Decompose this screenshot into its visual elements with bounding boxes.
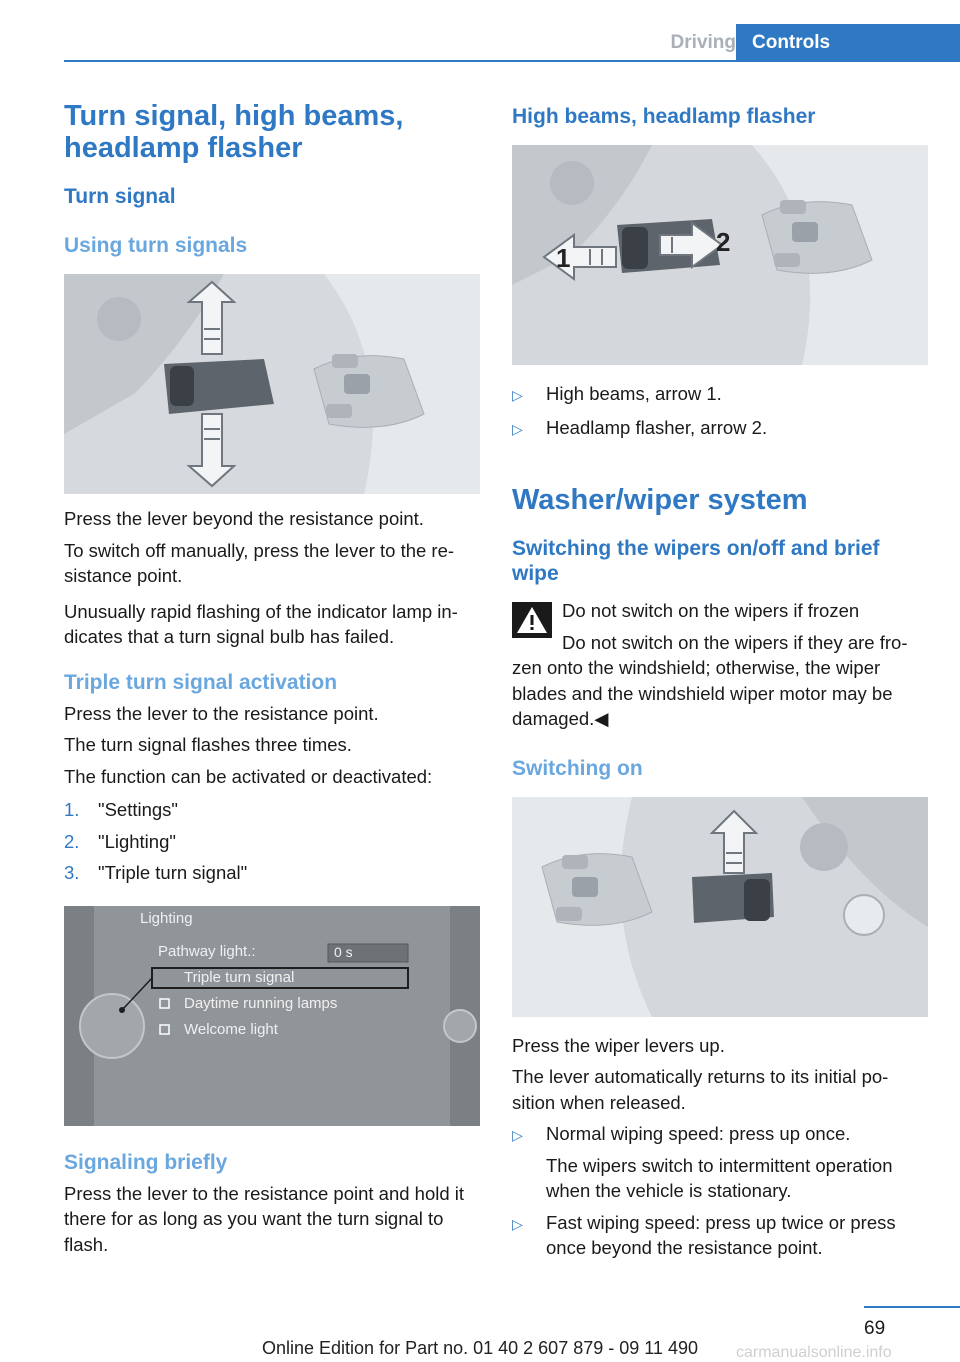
menu-item-triple-turn-signal: Triple turn signal bbox=[184, 968, 295, 986]
high-beams-lever-figure bbox=[512, 145, 928, 365]
paragraph: Unusually rapid flashing of the indicator lamp in-dicates that a turn signal bulb has failed. bbox=[64, 600, 458, 647]
washer-wiper-title: Washer/wiper system bbox=[512, 484, 808, 516]
warning-triangle-icon bbox=[512, 602, 552, 638]
pathway-value: 0 s bbox=[334, 943, 353, 960]
paragraph: Press the lever beyond the resistance point. bbox=[64, 508, 424, 529]
right-column bbox=[512, 100, 928, 1261]
page-header bbox=[64, 24, 960, 62]
footer-rule bbox=[864, 1306, 960, 1308]
triangle-bullet-icon: ▷ bbox=[512, 420, 523, 437]
list-item: 2. "Lighting" bbox=[64, 830, 176, 852]
triple-turn-signal-heading: Triple turn signal activation bbox=[64, 670, 338, 694]
warning-title: Do not switch on the wipers if frozen bbox=[562, 600, 860, 621]
list-item: 3. "Triple turn signal" bbox=[64, 862, 248, 883]
chapter-tab: Controls bbox=[736, 24, 960, 62]
section-label: Driving bbox=[670, 32, 736, 53]
page-footer bbox=[0, 1300, 960, 1362]
section-title: Turn signal, high beams, headlamp flasher bbox=[64, 100, 404, 164]
arrow-label-2: 2 bbox=[716, 227, 731, 257]
list-item: ▷ High beams, arrow 1. bbox=[512, 381, 928, 409]
menu-item-daytime-running-lamps: Daytime running lamps bbox=[184, 994, 338, 1012]
using-turn-signals-heading: Using turn signals bbox=[64, 234, 248, 257]
edition-text: Online Edition for Part no. 01 40 2 607 879 - 09 11 490 bbox=[262, 1338, 698, 1358]
paragraph: To switch off manually, press the lever to the re-sistance point. bbox=[64, 539, 455, 586]
warning-note bbox=[512, 598, 928, 624]
switching-wipers-heading: Switching the wipers on/off and brief wipe bbox=[512, 537, 880, 585]
paragraph: The turn signal flashes three times. bbox=[64, 734, 352, 755]
arrow-label-1: 1 bbox=[556, 243, 571, 273]
left-column bbox=[64, 100, 480, 1257]
watermark: carmanualsonline.info bbox=[736, 1344, 892, 1361]
screen-title: Lighting bbox=[140, 909, 193, 927]
paragraph: Press the wiper levers up. bbox=[512, 1034, 725, 1056]
triangle-bullet-icon: ▷ bbox=[512, 1215, 523, 1232]
switching-on-heading: Switching on bbox=[512, 756, 643, 780]
high-beams-list bbox=[512, 381, 928, 442]
list-item: ▷ Fast wiping speed: press up twice or press once beyond the resistance point. bbox=[512, 1210, 928, 1261]
page-number: 69 bbox=[864, 1318, 886, 1339]
paragraph: The function can be activated or deactivated: bbox=[64, 765, 433, 787]
triangle-bullet-icon: ▷ bbox=[512, 387, 523, 403]
paragraph: The lever automatically returns to its initial po-sition when released. bbox=[512, 1066, 889, 1113]
list-item: 1. "Settings" bbox=[64, 799, 178, 820]
steering-wheel-illustration bbox=[64, 274, 480, 494]
wiper-speed-list bbox=[512, 1121, 928, 1261]
menu-item-welcome-light: Welcome light bbox=[184, 1020, 278, 1038]
pathway-label: Pathway light.: bbox=[158, 942, 256, 960]
paragraph: Press the lever to the resistance point and hold it there for as long as you want the turn signal to flash. bbox=[64, 1182, 465, 1255]
idrive-lighting-screen-figure bbox=[64, 906, 480, 1126]
wiper-lever-figure bbox=[512, 797, 928, 1017]
high-beams-heading: High beams, headlamp flasher bbox=[512, 105, 816, 128]
list-item: ▷ Headlamp flasher, arrow 2. bbox=[512, 415, 928, 443]
settings-steps bbox=[64, 797, 480, 886]
signaling-briefly-heading: Signaling briefly bbox=[64, 1150, 228, 1174]
turn-signal-lever-figure bbox=[64, 274, 480, 494]
header-rule bbox=[64, 60, 960, 62]
turn-signal-heading: Turn signal bbox=[64, 185, 176, 208]
paragraph: Press the lever to the resistance point. bbox=[64, 702, 379, 724]
warning-body: Do not switch on the wipers if they are fro-zen onto the windshield; otherwise, the wiper blades and the windshield wiper motor may be damaged.◀ bbox=[512, 631, 908, 729]
list-item: ▷ Normal wiping speed: press up once. The wipers switch to intermittent operation when the vehicle is stationary. bbox=[512, 1121, 928, 1204]
triangle-bullet-icon: ▷ bbox=[512, 1127, 523, 1143]
